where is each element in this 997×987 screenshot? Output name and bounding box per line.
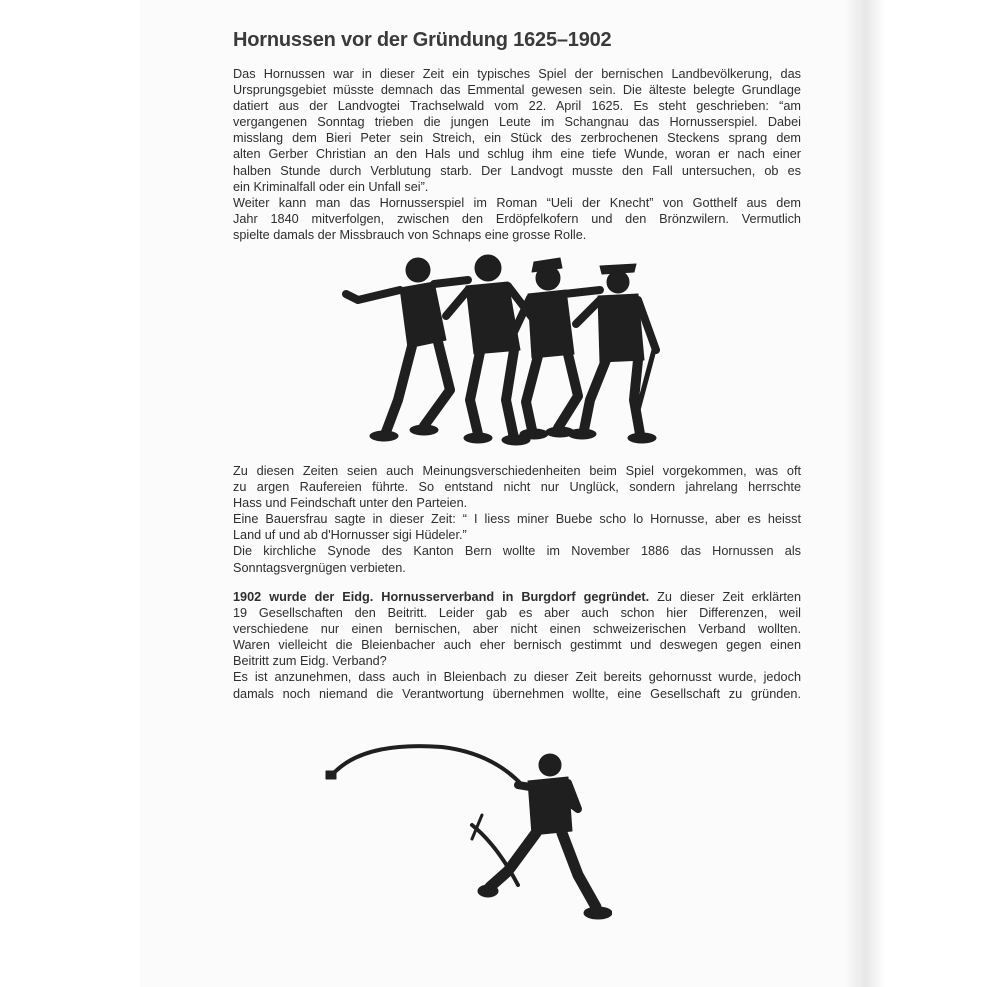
text-line: ein Kriminalfall oder ein Unfall sei”.	[233, 179, 429, 194]
text-line: Es ist anzunehmen, dass auch in Bleienbach zu dieser Zeit bereits gehornusst wurde, jedoch	[233, 670, 801, 685]
text-line: Beitritt zum Eidg. Verband?	[233, 654, 387, 669]
hornusser-illustration	[322, 735, 612, 925]
text-line: 19 Gesellschaften den Beitritt. Leider gab es aber auch schon hier Differenzen, weil	[233, 606, 801, 621]
lead-rest: Zu dieser Zeit erklärten	[649, 590, 801, 604]
text-line: Eine Bauersfrau sagte in dieser Zeit: “ I liess miner Buebe scho lo Hornusse, aber es heisst	[233, 512, 801, 527]
text-line: datiert aus der Landvogtei Trachselwald vom 22. April 1625. Es steht geschrieben: “am	[233, 99, 801, 114]
text-line: Das Hornussen war in dieser Zeit ein typisches Spiel der bernischen Landbevölkerung, das	[233, 67, 801, 81]
text-line: Land uf und ab d'Hornusser sigi Hüdeler.”	[233, 528, 467, 543]
figure-head	[539, 754, 561, 776]
text-line: vergangenen Sonntag trieben die jungen Leute im Schangnau das Hornusserspiel. Dabei	[233, 115, 801, 130]
text-line: Weiter kann man das Hornusserspiel im Roman “Ueli der Knecht” von Gotthelf aus dem	[233, 195, 801, 210]
text-line: Hass und Feindschaft unter den Parteien.	[233, 496, 468, 511]
paragraph-founding	[233, 589, 801, 702]
bold-lead: 1902 wurde der Eidg. Hornusserverband in Burgdorf gegründet.	[233, 590, 650, 604]
brawl-illustration	[338, 250, 678, 450]
text-line: Waren vielleicht die Bleienbacher auch eher bernisch gestimmt und deswegen gegen einen	[233, 638, 801, 653]
paragraph-disputes	[233, 463, 801, 576]
text-line: spielte damals der Missbrauch von Schnaps eine grosse Rolle.	[233, 227, 587, 242]
text-line-lead	[233, 589, 801, 605]
text-line: halben Stunde durch Verblutung starb. Der Landvogt musste den Fall untersuchen, ob es	[233, 163, 801, 178]
text-line: alten Gerber Christian an den Hals und schlug ihm eine tiefe Wunde, woran er nach einer	[233, 147, 801, 162]
hornusser-stick	[332, 746, 522, 785]
text-line: Ursprungsgebiet müsste demnach das Emmental gewesen sein. Die älteste belegte Grundlage	[233, 83, 801, 98]
page-title: Hornussen vor der Gründung 1625–1902	[233, 29, 612, 51]
figure-head	[406, 258, 430, 282]
text-line: Jahr 1840 mitverfolgen, zwischen den Erdöpfelkofern und den Brönzwilern. Vermutlich	[233, 211, 801, 226]
text-line: Zu diesen Zeiten seien auch Meinungsverschiedenheiten beim Spiel vorgekommen, was oft	[233, 464, 801, 478]
text-line: damals noch niemand die Verantwortung übernehmen wollte, eine Gesellschaft zu gründen.	[233, 686, 801, 701]
text-line: Sonntagsvergnügen verbieten.	[233, 560, 406, 575]
text-line: Die kirchliche Synode des Kanton Bern wollte im November 1886 das Hornussen als	[233, 544, 801, 559]
text-line: zu argen Raufereien führte. So entstand nicht nur Unglück, sondern jahrelang herrschte	[233, 480, 801, 495]
paragraph-history	[233, 66, 801, 243]
text-line: misslang dem Bieri Peter sein Streich, ein Stück des zerbrochenen Steckens sprang dem	[233, 131, 801, 146]
page-edge-shadow	[845, 0, 885, 987]
text-line: verschiedene nur einen bernischen, aber nicht einen schweizerischen Verband wollten.	[233, 622, 801, 637]
